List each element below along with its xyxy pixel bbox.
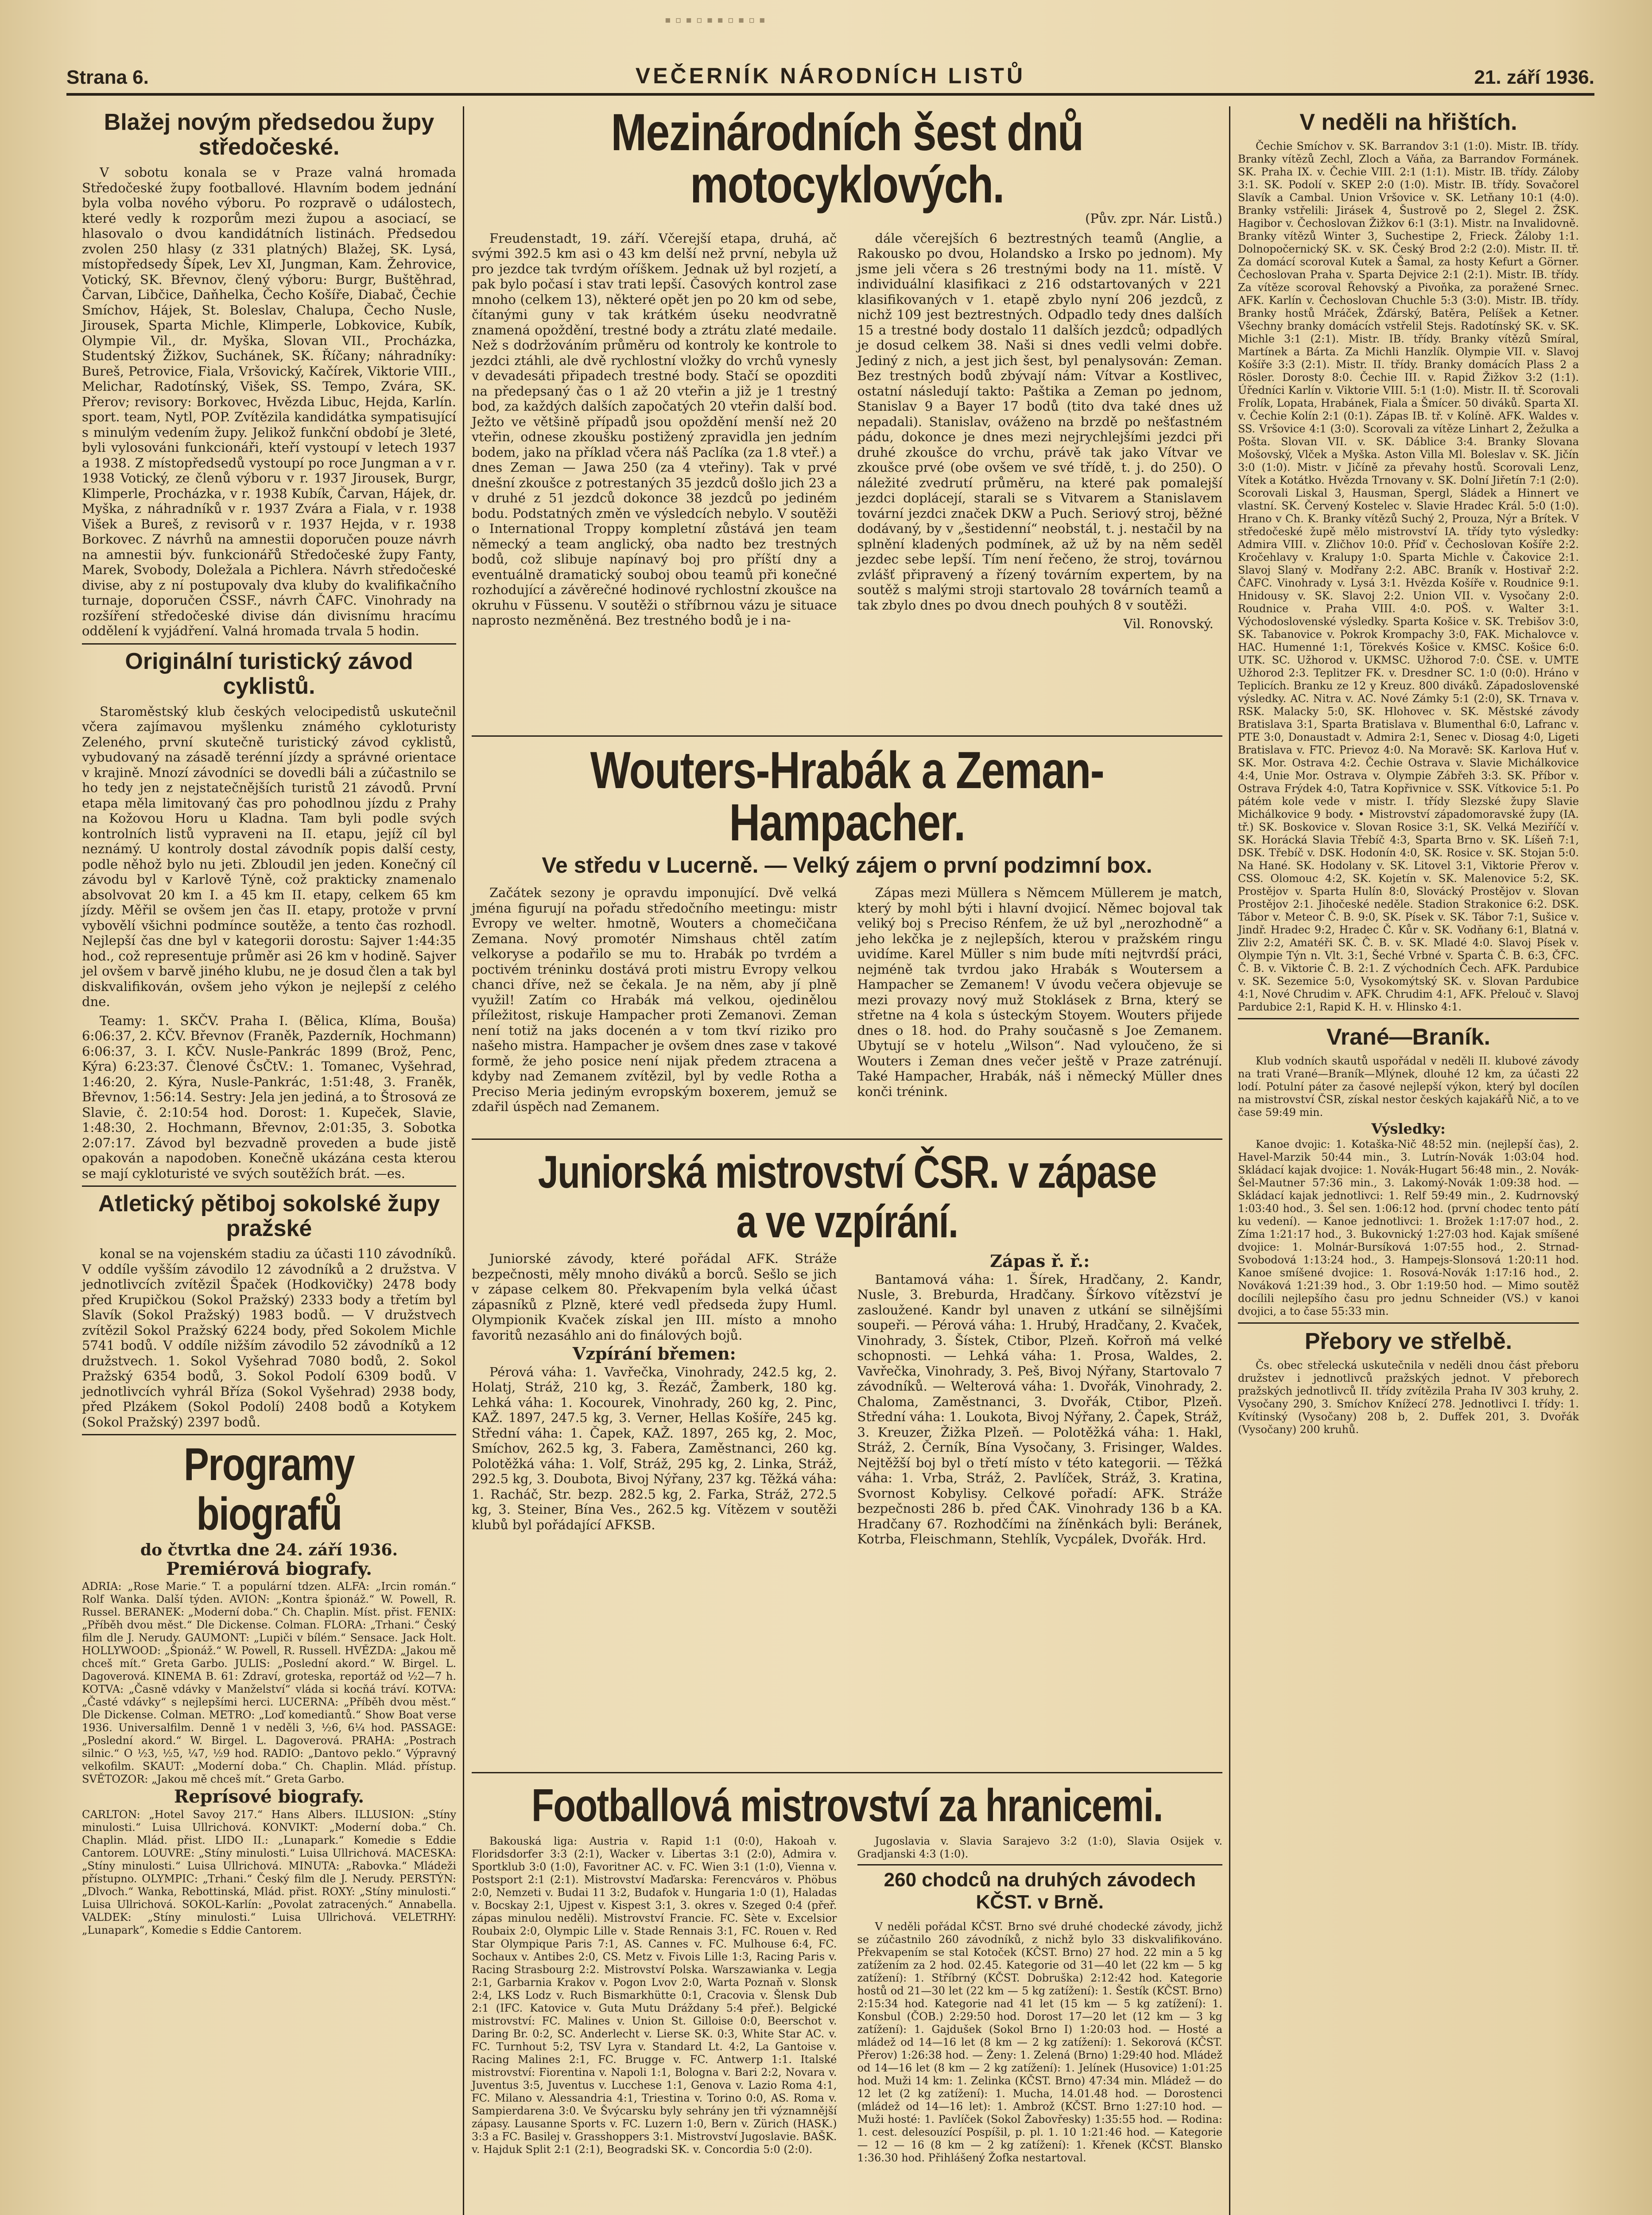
page-header — [66, 53, 1594, 96]
reprise-list: CARLTON: „Hotel Savoy 217.“ Hans Albers. ILLUSION: „Stíny minulosti.“ Luisa Ullrichová. KONVIKT: „Moderní doba.“ Ch. Chaplin. Mlád. přist. LIDO II.: „Lunapark.“ Komedie s Eddie Cantorem. LOUVRE: „Stíny minulosti.“ Luisa Ullrichová. MACESKA: „Stíny minulosti.“ Luisa Ullrichová. MINUTA: „Rabovka.“ Mládeži přístupno. OLYMPIC: „Trhani.“ Český film dle J. Nerudy. PERSTÝN: „Dlvoch.“ Wanka, Rebottinská, Mlád. přist. ROXY: „Stíny minulosti.“ Luisa Ullrichová. SOKOL-Karlín: „Povolat zatracených.“ Annabella. VALDEK: „Stíny minulosti.“ Luisa Ullrichová. VELETRHY: „Lunapark“, Komedie s Eddie Cantorem. — [82, 1808, 456, 1936]
left-column — [82, 106, 456, 1937]
article-results: Teamy: 1. SKČV. Praha I. (Bělica, Klíma, Bouša) 6:06:37, 2. KČV. Břevnov (Franěk, Pazderník, Hochmann) 6:06:37, 3. I. KČV. Nusle-Pankrác 1899 (Brož, Penc, Kýra) 6:23:37. Členové ČsČtV.: 1. Tomanec, Vyšehrad, 1:46:20, 2. Kýra, Nusle-Pankrác, 1:51:48, 3. Franěk, Břevnov, 1:56:14. Sestry: Jela jen jediná, a to Štrosová ze Slavie, č. 2:10:54 hod. Dorost: 1. Kupeček, Slavie, 1:48:30, 2. Hochmann, Břevnov, 2:01:35, 3. Sobotka 2:07:17. Závod byl bezvadně proveden a bude jistě opakován a napodoben. Konečně ukázána cesta kterou se mají cykloturisté ve svých soutěžích brát. —es. — [82, 1013, 456, 1181]
junior-article — [472, 1147, 1222, 1550]
premiere-title: Premiérová biografy. — [166, 1558, 372, 1579]
weightlifting-body: Pérová váha: 1. Vavřečka, Vinohrady, 242.5 kg, 2. Holatj, Stráž, 210 kg, 3. Řezáč, Žamberk, 180 kg. Lehká váha: 1. Kocourek, Vinohrady, 260 kg, 2. Pinc, KAŽ. 1897, 247.5 kg, 3. Verner, Hellas Košíře, 245 kg. Střední váha: 1. Čapek, KAŽ. 1897, 265 kg, 2. Moc, Smíchov, 262.5 kg, 3. Fabera, Zaměstnanci, 260 kg. Polotěžká váha: 1. Volf, Stráž, 295 kg, 2. Linka, Stráž, 292.5 kg, 3. Doubota, Bivoj Nýřany, 237 kg. Těžká váha: 1. Racháč, Str. bezp. 282.5 kg, 2. Farka, Stráž, 272.5 kg, 3. Steiner, Bína Ves., 262.5 kg. Vítězem v soutěži klubů byl pořádající AFKSB. — [472, 1364, 837, 1532]
moto-body-b: dále včerejších 6 beztrestných teamů (Anglie, a Rakousko po dvou, Holandsko a Irsko po jednom). My jsme jeli včera s 26 trestnými body na 11. místě. V individuální klasifikaci z 216 odstartovaných v 221 klasifikovaných v 1. etapě zbylo nyní 206 jezdců, z nichž 109 jest beztrestných. Odpadlo tedy dnes dalších 15 a trestné body dostalo 11 dalších jezdců; odpadlých je dosud celkem 38. Naši si dnes vedli velmi dobře. Jediný z nich, a jest jich šest, byl penalysován: Zeman. Bez trestných bodů zbývají nám: Vítvar a Kostlivec, ostatní následují takto: Paštika a Zeman po jednom, Stanislav 9 a Bayer 17 bodů (tito dva také dnes už nepadali). Stanislav, ováženo na brzdě po nešťastném pádu, dokonce je dnes mezi nejrychlejšími jezdci při druhé zkoušce do vrchu, právě tak jako Vítvar ve zkoušce prvé (obe ovšem ve své třídě, t. j. do 250). O náležité zvedrutí průměru, na které pak pomalejší jezdci doplácejí, starali se s Vitvarem a Stanislavem tovární jezdci značek DKW a Puch. Seriový stroj, běžné dodávaný, by v „šestidenní“ neobstál, t. j. nestačil by na splnění kladených podmínek, až už by na něm seděl jezdec sebe lepší. Tím není řečeno, že stroj, továrnou zvlášť připravený a řízený továrním expertem, by na soutěž s malými stroji startovalo 28 továrních teamů a tak zbylo dnes po dvou dnech pouhých 8 v soutěži. — [857, 230, 1222, 613]
premiere-list: ADRIA: „Rose Marie.“ T. a populární tdzen. ALFA: „Ircin román.“ Rolf Wanka. Další týden. AVION: „Kontra špionáž.“ W. Powell, R. Russel. BERANEK: „Moderní doba.“ Ch. Chaplin. Míst. přist. FENIX: „Příběh dvou měst.“ Dle Dickense. Colman. FLORA: „Trhani.“ Český film dle J. Nerudy. GAUMONT: „Lupiči v bílém.“ Sensace. Jack Holt. HOLLYWOOD: „Špionáž.“ W. Powell, R. Russell. HVĚZDA: „Jakou mě chceš mít.“ Greta Garbo. JULIS: „Poslední akord.“ W. Birgel. L. Dagoverová. KINEMA B. 61: Zdraví, groteska, reportáž od ½2—7 h. KOTVA: „Časně vdávky v Manželství“ vláda si kocňá tráví. KOTVA: „Časté vdávky“ s nejlepšími herci. LUCERNA: „Příběh dvou měst.“ Dle Dickense. Colman. METRO: „Loď komediantů.“ Show Boat verse 1936. Universalfilm. Denně 1 v neděli 3, ½6, 6¼ hod. PASSAGE: „Poslední akord.“ W. Birgel. L. Dagoverová. PRAHA: „Postrach silnic.“ O ½3, ½5, ¼7, ½9 hod. RADIO: „Dantovo peklo.“ Výpravný velkofilm. SKAUT: „Moderní doba.“ Ch. Chaplin. Mlád. přístup. SVĚTOZOR: „Jakou mě chceš mít.“ Greta Garbo. — [82, 1580, 456, 1785]
article-body: V sobotu konala se v Praze valná hromada Středočeské župy footballové. Hlavním bodem jednání byla volba nového výboru. Po rozpravě o událostech, které vedly k rozporům mezi župou a asociací, se hlasovalo o dvou kandidátních listinách. Předsedou zvolen 250 hlasy (z 331 platných) Blažej, SK. Lysá, místopředsedy Šípek, Lev XI, Jungman, Kam. Žehrovice, Votický, SK. Břevnov, člený výboru: Burgr, Buštěhrad, Čarvan, Libčice, Daňhelka, Čecho Košíře, Diabač, Čechie Smíchov, Hájek, St. Boleslav, Chalupa, Čecho Nusle, Jirousek, Sparta Michle, Klimperle, Lobkovice, Kubík, Olympie Vil., dr. Myška, Slovan VII., Procházka, Studentský Žižkov, Suchánek, SK. Říčany; náhradníky: Bureš, Petrovice, Fiala, Vršovický, Kačírek, Viktorie VIII., Melichar, Radotínský, Višek, SS. Tempo, Zvára, SK. Přerov; revisory: Borkovec, Hvězda Libuc, Hejda, Karlín. sport. team, Nytl, POP. Zvítězila kandidátka sympatisující s minulým vedením župy. Jelikož funkční období je 3leté, byli vylosováni funkcionáři, kteří vystoupí v letech 1937 a 1938. Z místopředsedů vystoupí po roce Jungman a v r. 1938 Votický, ze členů výboru v r. 1937 Jirousek, Burgr, Klimperle, Procházka, v r. 1938 Kubík, Čarvan, Hájek, dr. Myška, z náhradníků v r. 1937 Zvára a Fiala, v r. 1938 Višek a Bureš, z revisorů v r. 1937 Hejda, v r. 1938 Borkovec. Z návrhů na amnestii doporučen pouze návrh na amnestii býv. funkcionářů Středočeské župy Fanty, Marek, Svobody, Doležala a Pichlera. Návrh středočeské divise, aby z ní postupovaly dva kluby do kvalifikačního turnaje, doporučen ČSSF., návrh ČAFC. Vinohrady na rozšíření středočeské divise dán divisnímu hracímu oddělení k vyjádření. Valná hromada trvala 5 hodin. — [82, 165, 456, 638]
article-title: Blažej novým předsedou župy středočeské. — [104, 109, 434, 160]
boxing-subtitle: Ve středu v Lucerně. — Velký zájem o první podzimní box. — [542, 853, 1152, 878]
column-rule — [1229, 106, 1230, 2215]
wrestling-body: Bantamová váha: 1. Šírek, Hradčany, 2. Kandr, Nusle, 3. Breburda, Hradčany. Šírkovo vítězství je zasloužené. Kandr byl unaven z utkání se silnějšími soupeři. — Pérová váha: 1. Hrubý, Hradčany, 2. Kvaček, Vinohrady, 3. Šístek, Ctibor, Plzeň. Kořroň má velké schopnosti. — Lehká váha: 1. Prosa, Waldes, 2. Vavřečka, Vinohrady, 3. Peš, Bivoj Nýřany, Startovalo 7 závodníků. — Welterová váha: 1. Dvořák, Vinohrady, 2. Chaloma, Zaměstnanci, 3. Dvořák, Ctibor, Plzeň. Střední váha: 1. Loukota, Bivoj Nýřany, 2. Čapek, Stráž, 3. Kreuzer, Žižka Plzeň. — Polotěžká váha: 1. Hakl, Stráž, 2. Černík, Bína Vysočany, 3. Frisinger, Waldes. Nejtěžší boj byl o třetí místo v této kategorii. — Těžká váha: 1. Vrba, Stráž, 2. Pavlíček, Stráž, 3. Kratina, Svornost Kobylisy. Celkové pořadí: AFK. Stráže bezpečnosti 286 b. před ČAK. Vinohrady 136 b a KA. Hradčany 67. Rozhodčími na žíněnkách byli: Beránek, Kotrba, Fleischmann, Stehlík, Vycpálek, Dvořák. Hrd. — [857, 1271, 1222, 1547]
boxing-article — [472, 741, 1222, 1118]
boxing-title: Wouters-Hrabák a Zeman-Hampacher. — [590, 741, 1104, 852]
sunday-results: Čechie Smíchov v. SK. Barrandov 3:1 (1:0). Mistr. IB. třídy. Branky vítězů Zechl, Zloch a Váňa, za Barrandov Formánek. SK. Praha IX. v. Čechie VIII. 2:1 (1:1). Mistr. IB. třídy. Záloby 3:1. SK. Podolí v. SKEP 2:0 (1:0). Mistr. IB. třídy. Sovačorel Slavík a Cambal. Union Vršovice v. SK. Letňany 10:1 (4:0). Branky vstřelili: Jirásek 4, Šustrově po 2, Slegel 2. ŽSK. Hagibor v. Čechoslovan Žižkov 6:1 (3:1). Mistr. na Invalidovně. Branky vítězů Winter 3, Suchestipe 2, Frieck. Žáloby 1:1. Dolnopočernický SK. v. SK. Český Brod 2:2 (2:0). Mistr. II. tř. Za domácí scoroval Kutek a Šamal, za hosty Kefurt a Görner. Čechoslovan Praha v. Sparta Dejvice 2:1 (2:1). Mistr. IB. třídy. Za vítěze scoroval Řehovský a Pivoňka, za poražené Srnec. AFK. Karlín v. Čechoslovan Chuchle 5:3 (3:0). Mistr. IB. třídy. Branky hostů Mráček, Žďárský, Batěra, Pelíšek a Ketner. Všechny branky domácích vstřelil Stejs. Radotínský SK. v. SK. Michle 3:1 (2:1). Mistr. IB. třídy. Branky vítězů Smíral, Martínek a Bárta. Za Michli Hanzlík. Olympie VII. v. Slavoj Košíře 3:3 (2:1). Mistr. II. třídy. Branky domácích Plass 2 a Rösler. Dorosty 8:0. Čechie III. v. Rapid Žižkov 3:2 (1:1). Úředníci Karlín v. Viktorie VIII. 5:1 (1:0). Mistr. II. tř. Scorovali Frolík, Lopata, Hrabánek, Fiala a Šmícer. 50 diváků. Sparta XI. v. Čechie Kolín 2:1 (0:1). Zápas IB. tř. v Kolíně. AFK. Waldes v. SS. Vršovice 4:1 (3:0). Scorovali za vítěze Linhart 2, Žežulka a Pošta. Slovan VII. v. SK. Dáblice 3:4. Branky Slovana Mošovský, Vlček a Myška. Aston Villa Ml. Boleslav v. SK. Jičín 3:0 (1:0). Mistr. v Jičíně za převahy hostů. Scorovali Lenz, Vítek a Kotátko. Hvězda Trnovany v. SK. Dolní Jiřetín 7:1 (2:0). Scorovali Liskal 3, Hausman, Spergl, Sládek a Hinnert ve vlastní. SK. Červený Kostelec v. Slavie Hradec Král. 5:0 (1:0). Hrano v Ch. K. Branky vítězů Suchý 2, Prouza, Nýr a Brítek. V středočeské župě mělo mistrovství IA. třídy tyto výsledky: Admira VIII. v. Zličhov 10:0. Příď v. Čechoslovan Košíře 2:2. Kročehlavy v. Kralupy 1:0. Sparta Michle v. Čakovice 2:1. Slavoj Slaný v. Modřany 2:2. ABC. Braník v. Hostivař 2:2. ČAFC. Vinohrady v. Lysá 3:1. Hvězda Košíře v. Roudnice 9:1. Hnidousy v. SK. Slavoj 2:2. Union VII. v. Vysočany 2:0. Roudnice v. Praha VIII. 4:0. POŠ. v. Walter 3:1. Východoslovenské výsledky. Sparta Košice v. SK. Trebišov 3:0, SK. Tabanovice v. Pokrok Krompachy 3:0, FAK. Michalovce v. HAC. Humenné 1:1, Törekvés Košice v. KMSC. Košice 6:0. UTK. SC. Užhorod v. UKMSC. Užhorod 7:0. ČSE. v. UMTE Užhorod 2:3. Teplitzer FK. v. Dresdner SC. 1:0 (0:0). Hráno v Teplicích. Branku ze 12 y Kreuz. 800 diváků. Západoslovenské výsledky. AC. Nitra v. AC. Nové Zámky 5:1 (2:0), SK. Trnava v. RSK. Malacky 5:0, SK. Hlohovec v. SK. Městské závody Bratislava 3:1, Sparta Bratislava v. Blumenthal 6:0, Lafranc v. PTE 3:0, Donaustadt v. Admira 2:1, Senec v. Diosag 4:0, Ligeti Bratislava v. FTC. Prievoz 4:0. Na Moravě: SK. Karlova Huť v. SK. Mor. Ostrava 4:2. Čechie Ostrava v. Slavie Michálkovice 4:4, Unie Mor. Ostrava v. Olympie Zábřeh 3:3. SK. Příbor v. Ostrava Frýdek 4:0, Tatra Kopřivnice v. SSK. Vítkovice 5:1. Po pátém kole vede v mistr. I. třídy Slezské župy Slavie Michálkovice 9 body. • Mistrovství západomoravské župy (IA. tř.) SK. Boskovice v. Slovan Rosice 3:1, SK. Velká Meziříčí v. SK. Horácká Slavia Třebíč 4:3, Sparta Brno v. SK. Líšeň 7:1, DSK. Třebíč v. DSK. Hodonín 4:0, SK. Rosice v. SK. Stojan 5:0. Na Hané. SK. Hodolany v. SK. Litovel 3:1, Viktorie Přerov v. CSS. Olomouc 4:2, SK. Kojetín v. SK. Malenovice 5:2, SK. Prostějov v. Sparta Hulín 8:0, Slovácký Prostějov v. Slovan Prostějov 2:1. Jihočeské neděle. Stadion Strakonice 6:2. DSK. Tábor v. Meteor Č. B. 9:0, SK. Písek v. SK. Tábor 7:1, Sušice v. Jindř. Hradec 9:2, Hradec Č. Kůr v. SK. Vodňany 6:1, Blatná v. Zliv 2:2, Amatéři SK. Č. B. v. SK. Mladé 4:0. Slavoj Písek v. Olympie Týn n. Vlt. 3:1, Šeché Vrbné v. Sparta Č. B. 6:3, ČFC. Č. B. v. Viktorie Č. B. 2:1. Z východních Čech. AFK. Pardubice v. SK. Sezemice 5:0, Vysokomýtský SK. v. Slovan Pardubice 4:1, Nové Chrudim v. AFK. Chrudim 4:1, AFK. Přelouč v. Slavoj Pardubice 2:1, Rapid K. H. v. Hlinsko 4:1. — [1238, 140, 1579, 1013]
junior-body: Juniorské závody, které pořádal AFK. Stráže bezpečnosti, měly mnoho diváků a borců. Sešlo se jich v zápase celkem 80. Překvapením byla velká účast zápasníků z Plzně, které vedl předseda župy Huml. Olympionik Kvaček získal jen III. místo a mnoho favoritů nezasáhlo ani do finálových bojů. — [472, 1251, 837, 1343]
moto-signature: Vil. Ronovský. — [1123, 616, 1214, 631]
junior-title-1: Juniorská mistrovství ČSR. v zápase — [538, 1146, 1156, 1198]
walkers-body: V neděli pořádal KČST. Brno své druhé chodecké závody, jichž se zúčastnilo 260 závodníků, z nichž bylo 33 diskvalifikováno. Překvapením se stal Kotoček (KČST. Brno) 27 hod. 22 min a 5 kg zatížením za 2 hod. 02.45. Kategorie od 31—40 let (22 km — 5 kg zatížení): 1. Stříbrný (KČST. Dobruška) 2:12:42 hod. Kategorie hostů od 21—30 let (22 km — 5 kg zatížení): 1. Šestík (KČST. Brno) 2:15:34 hod. Kategorie nad 41 let (15 km — 5 kg zatížení): 1. Konsbul (ČOB.) 2:29:50 hod. Dorost 17—20 let (12 km — 3 kg zatížení): 1. Gajdušek (Sokol Brno I) 1:20:03 hod. — Hosté a mládež od 14—16 let (8 km — 2 kg zatížení): 1. Sekorová (KČST. Přerov) 1:26:38 hod. — Ženy: 1. Zelená (Brno) 1:29:40 hod. Mládež od 14—16 let (8 km — 2 kg zatížení): 1. Jelínek (Husovice) 1:01:25 hod. Muži 14 km: 1. Zelinka (KČST. Brno) 47:34 min. Mládež — do 12 let (2 kg zatížení): 1. Mucha, 14.01.48 hod. — Dorostenci (mládež od 14—16 let): 1. Ambrož (KČST. Brno 1:27:10 hod. — Muži hosté: 1. Pavlíček (Sokol Žabovřesky) 1:35:55 hod. — Rodina: 1. cest. delesouzící Pospíšil, p. pl. 1. 10 1:21:46 hod. — Kategorie — 12 — 16 (8 km — 2 kg zatížení): 1. Křenek (KČST. Blansko 1:36.30 hod. Přihlášený Žofka nestartoval. — [857, 1920, 1222, 2164]
programs-date: do čtvrtka dne 24. září 1936. — [140, 1541, 398, 1559]
issue-date: 21. září 1936. — [1474, 66, 1594, 88]
results-title: Výsledky: — [1371, 1120, 1446, 1137]
column-rule — [463, 106, 464, 2215]
football-abroad-body: Bakouská liga: Austria v. Rapid 1:1 (0:0), Hakoah v. Floridsdorfer 3:3 (2:1), Wacker v. Libertas 3:1 (2:0), Admira v. Sportklub 3:0 (1:0), Favoritner AC. v. FC. Wien 3:1 (1:0), Vienna v. Postsport 2:1 (2:1). Mistrovství Maďarska: Ferencváros v. Phöbus 2:0, Nemzeti v. Budai 11 3:2, Budafok v. Hungaria 1:0 (1), Haladas v. Bocskay 2:1, Ujpest v. Kispest 3:1, 3. okres v. Szeged 0:4 (přeř. zápas minulou neděli). Mistrovství Francie. FC. Sète v. Excelsior Roubaix 2:0, Olympic Lille v. Stade Rennais 3:1, FC. Rouen v. Red Star Olympique Paris 7:1, AS. Cannes v. FC. Mulhouse 6:4, FC. Sochaux v. Antibes 2:0, CS. Metz v. Fivois Lille 1:3, Racing Paris v. Racing Strasbourg 2:2. Mistrovství Polska. Warszawianka v. Legja 2:1, Garbarnia Krakov v. Pogon Lvov 2:0, Warta Poznaň v. Slonsk 2:4, LKS Lodz v. Ruch Bismarkhütte 0:1, Cracovia v. Šlensk Dub 2:1 (IFC. Katovice v. Guta Mutu Dráždany 5:4 přeř.). Belgické mistrovství: FC. Malines v. Union St. Gilloise 0:0, Beerschot v. Daring Br. 0:2, SC. Anderlecht v. Lierse SK. 0:3, White Star AC. v. FC. Turnhout 5:2, TSV Lyra v. Standard Lt. 4:2, La Gantoise v. Racing Malines 2:1, FC. Brugge v. FC. Antwerp 1:1. Italské mistrovství: Fiorentina v. Napoli 1:1, Bologna v. Bari 2:2, Novara v. Juventus 3:5, Juventus v. Lucchese 1:1, Genova v. Lazio Roma 4:1, FC. Milano v. Alessandria 4:1, Triestina v. Torino 0:0, AS. Roma v. Sampierdarena 3:0. Ve Švýcarsku byly sehrány jen tři významnější zápasy. Lausanne Sports v. FC. Luzern 1:0, Bern v. Zürich (HASK.) 3:3 a FC. Basilej v. Grasshoppers 3:1. Mistrovství Jugoslavie. BAŠK. v. Hajduk Split 2:1 (2:1), Beogradski SK. v. Concordia 5:0 (2:0). — [472, 1835, 837, 2156]
reprise-title: Reprísové biografy. — [174, 1786, 365, 1807]
article-body: Staroměstský klub českých velocipedistů uskutečnil včera zajímavou myšlenku známého cykloturisty Zeleného, první skutečně turistický závod cyklistů, vybudovaný na zásadě terénní jízdy a správné orientace v krajině. Mnozí závodníci se dovedli báli a zúčastnilo se ho tedy jen z nejstatečnějších turistů 21 závodů. První etapa měla limitovaný čas pro pohodlnou jízdu z Prahy na Kožovou Horu u Kladna. Tam byli podle svých kontrolních listů vypraveni na II. etapu, jejíž cíl byl neznámý. U kontroly dostal závodník popis další cesty, podle něhož bylo nu jeti. Zbloudil jen jeden. Konečný cíl závodu byl v Karlově Týně, což prakticky znamenalo absolvovat 20 km I. a 45 km II. etapy, celkem 65 km jízdy. Měřil se ovšem jen čas II. etapy, protože v první vybovělí všichni podmínce soutěže, a tento čas rozhodl. Nejlepší čas dne byl v kategorii dorostu: Sajver 1:44:35 hod., což representuje průměr asi 26 km v hodině. Sajver jel ovšem v barvě jiného klubu, ne je dosud člen a tak byl diskvalifikován, ovšem jeho výkon je nejlepší z celého dne. — [82, 703, 456, 1009]
football-abroad-body-b: Jugoslavia v. Slavia Sarajevo 3:2 (1:0), Slavia Osijek v. Gradjanski 4:3 (1:0). — [857, 1835, 1222, 1860]
masthead: VEČERNÍK NÁRODNÍCH LISTŮ — [635, 63, 1026, 88]
football-abroad-title: Footballová mistrovství za hranicemi. — [531, 1780, 1163, 1831]
masthead-smudge: ▪▫▪▫▪▪▫▪▫▪ — [664, 13, 769, 27]
boxing-body-b: Zápas mezi Müllera s Němcem Müllerem je match, který by mohl býti i hlavní dvojicí. Němec bojoval tak veliký boj s Preciso Rénfem, že už byl „nerozhodně“ a jeho lekčka je z nejlepších, kterou v pražském ringu uvidíme. Karel Müller s nim bude míti nejtvrdší práci, nejméně tak tvrdou jako Hrabák s Woutersem a Hampacher se Zemanem! V úvodu večera objevuje se mezi provazy nový muž Stoklásek z Brna, který se střetne na 4 kola s ústeckým Stoyem. Wouters přijede dnes o 18. hod. do Prahy současně s Joe Zemanem. Ubytují se v hotelu „Wilson“. Nad vyloučeno, že si Wouters i Zeman dnes večer ještě v Praze zatrénují. Také Hampacher, Hrabák, náš i německý Müller dnes konči trénink. — [857, 885, 1222, 1099]
article-title: Originální turistický závod cyklistů. — [125, 648, 413, 699]
moto-title: Mezinárodních šest dnů motocyklových. — [611, 103, 1083, 214]
programs-title: Programy biografů — [183, 1439, 355, 1540]
boxing-body-a: Začátek sezony je opravdu imponující. Dvě velká jména figurují na pořadu středočního meetingu: mistr Evropy ve welter. hmotně, Wouters a chomečičana Zemana. Nový promotér Nimshaus chtěl zatím velkoryse a podařilo se mu to. Hrabák po tvrdém a poctivém tréninku dostává proti mistru Evropy velkou chanci dříve, než se čekala. Je na něm, aby jí plně využil! Zatím co Hrabák má velkou, ojedinělou příležitost, riskuje Hampacher proti Zemanovi. Zeman není totiž na jaks docenén a v tom tkví riziko pro našeho mistra. Hampacher je ovšem dnes zase v takové formě, že jeho posice není nijak předem ztracena a kdyby nad Zemanem zvítězil, byl by vedle Rotha a Preciso Meria jediným evropským boxerem, jemuž se zdařil úspěch nad Zemanem. — [472, 885, 837, 1114]
moto-article — [472, 103, 1222, 632]
weightlifting-title: Vzpírání břemen: — [572, 1344, 736, 1364]
vrane-results: Kanoe dvojic: 1. Kotaška-Nič 48:52 min. (nejlepší čas), 2. Havel-Marzik 50:44 min., 3. Lutrín-Novák 1:03:04 hod. Skládací kajak dvojice: 1. Novák-Hugart 56:48 min., 2. Novák-Šel-Mautner 57:36 min., 3. Lakomý-Novák 1:09:38 hod. — Skládací kajak jednotlivci: 1. Relf 59:49 min., 2. Kudrnovský 1:03:40 hod., 3. Šel sen. 1:06:12 hod. (první chodec tento pátí ku vedení). — Kanoe jednotlivci: 1. Brožek 1:17:07 hod., 2. Zíma 1:21:17 hod., 3. Bukovnický 1:27:03 hod. Kajak smíšené dvojice: 1. Molnár-Bursíková 1:07:55 hod., 2. Strnad-Svobodová 1:13:24 hod., 3. Hampejs-Slonsová 1:20:11 hod. Kanoe smíšené dvojice: 1. Rosová-Novák 1:17:16 hod., 2. Nováková 1:21:39 hod., 3. Obr 1:19:50 hod. — Mimo soutěž docílili nejlepšího času pro jednu Schneider (VS.) v kanoi dvojici, a to čase 55:33 min. — [1238, 1138, 1579, 1317]
shooting-title: Přebory ve střelbě. — [1304, 1329, 1512, 1354]
sunday-title: V neděli na hřištích. — [1299, 109, 1517, 135]
moto-byline: (Pův. zpr. Nár. Listů.) — [1085, 211, 1222, 226]
wrestling-title: Zápas ř. ř.: — [990, 1251, 1090, 1271]
page-number: Strana 6. — [66, 66, 149, 88]
junior-title-2: a ve vzpírání. — [736, 1196, 958, 1247]
vrane-body: Klub vodních skautů uspořádal v neděli II. klubové závody na trati Vrané—Braník—Mlýnek, dlouhé 12 km, za účasti 22 lodí. Potulní páter za časové nejlepší výkon, který byl docílen na mistrovství ČSR, získal nestor českých kajakářů Nič, a to ve čase 59:49 min. — [1238, 1055, 1579, 1119]
moto-body-a: Freudenstadt, 19. září. Včerejší etapa, druhá, ač svými 392.5 km asi o 43 km delší než první, nebyla už pro jezdce tak tvrdým oříškem. Jednak už byl rozjetí, a pak bylo počasí i stav trati lepší. Časových kontrol zase mnoho (celkem 13), některé opět jen po 20 km od sebe, čítanými guny v tak krátkém úseku neodvratně znamená opoždění, trestné body a ztrátu zlaté medaile. Než s dodržováním průměru od kontroly ke kontrole to jezdci ztáhli, ale dvě rychlostní vložky do vrchů vynesly v devadesáti připadech trestné body. Stačí se opozditi na předepsaný čas o 1 až 20 vteřin a již je 1 trestný bod, za každých dalších započatých 20 vteřin další bod. Ježto ve většině případů jsou opoždění menší než 20 vteřin, odnese zkoušku postižený zpravidla jen jedním bodem, jako na příklad včera náš Paclíka (za 1.8 vteř.) a dnes Zeman — Jawa 250 (za 4 vteřiny). Tak v prvé dnešní zkoušce z potrestaných 35 jezdců došlo jich 23 a v druhé z 51 jezdců dokonce 38 jezdců po jediném bodu. Podstatných změn ve výsledcích nebylo. V soutěži o International Troppy kompletní zůstává jen team německý a team anglický, oba nadto bez trestných bodů, což slibuje napínavý boj pro příští dny a eventuálně dramatický souboj obou teamů při konečné rozhodující a závěrečné hodinové rychlostní zkoušce na okruhu v Füssenu. V soutěži o stříbrnou vázu je situace naprosto nezměněná. Bez trestného bodů je i na- — [472, 230, 837, 628]
football-abroad-article — [472, 1781, 1222, 2168]
shooting-body: Čs. obec střelecká uskutečnila v neděli dnou část přeboru družstev i jednotlivců pražských jednot. V přeborech pražských jednotlivců II. třídy zvítězila Praha IV 303 kruhy, 2. Vysočany 290, 3. Smíchov Knížecí 278. Jednotlivci I. třídy: 1. Kvítinský (Vysočany) 208 b, 2. Duffek 201, 3. Dvořák (Vysočany) 200 kruhů. — [1238, 1359, 1579, 1436]
right-column — [1238, 106, 1579, 1440]
article-body: konal se na vojenském stadiu za účasti 110 závodníků. V oddíle vyšším závodilo 12 závodníků a 2 družstva. V jednotlivcích zvítězil Špaček (Hodkovičky) 2478 body před Krupičkou (Sokol Pražský) 2333 body a třetím byl Slavík (Sokol Pražský) 1983 bodů. — V družstvech zvítězil Sokol Pražský 6224 body, před Sokolem Michle 5741 bodů. V oddíle nižším závodilo 52 závodníků a 12 družstvech. 1. Sokol Vyšehrad 7080 bodů, 2. Sokol Pražský 6354 bodů, 3. Sokol Podolí 6309 bodů. V jednotlivcích vyhrál Bříza (Sokol Vyšehrad) 2938 body, před Plzákem (Sokol Podolí) 2408 bodů a Kotykem (Sokol Pražský) 2397 bodů. — [82, 1246, 456, 1430]
walkers-title: 260 chodců na druhých závodech KČST. v Brně. — [884, 1869, 1196, 1913]
article-title: Atletický pětiboj sokolské župy pražské — [98, 1191, 440, 1241]
vrane-title: Vrané—Braník. — [1326, 1024, 1490, 1050]
